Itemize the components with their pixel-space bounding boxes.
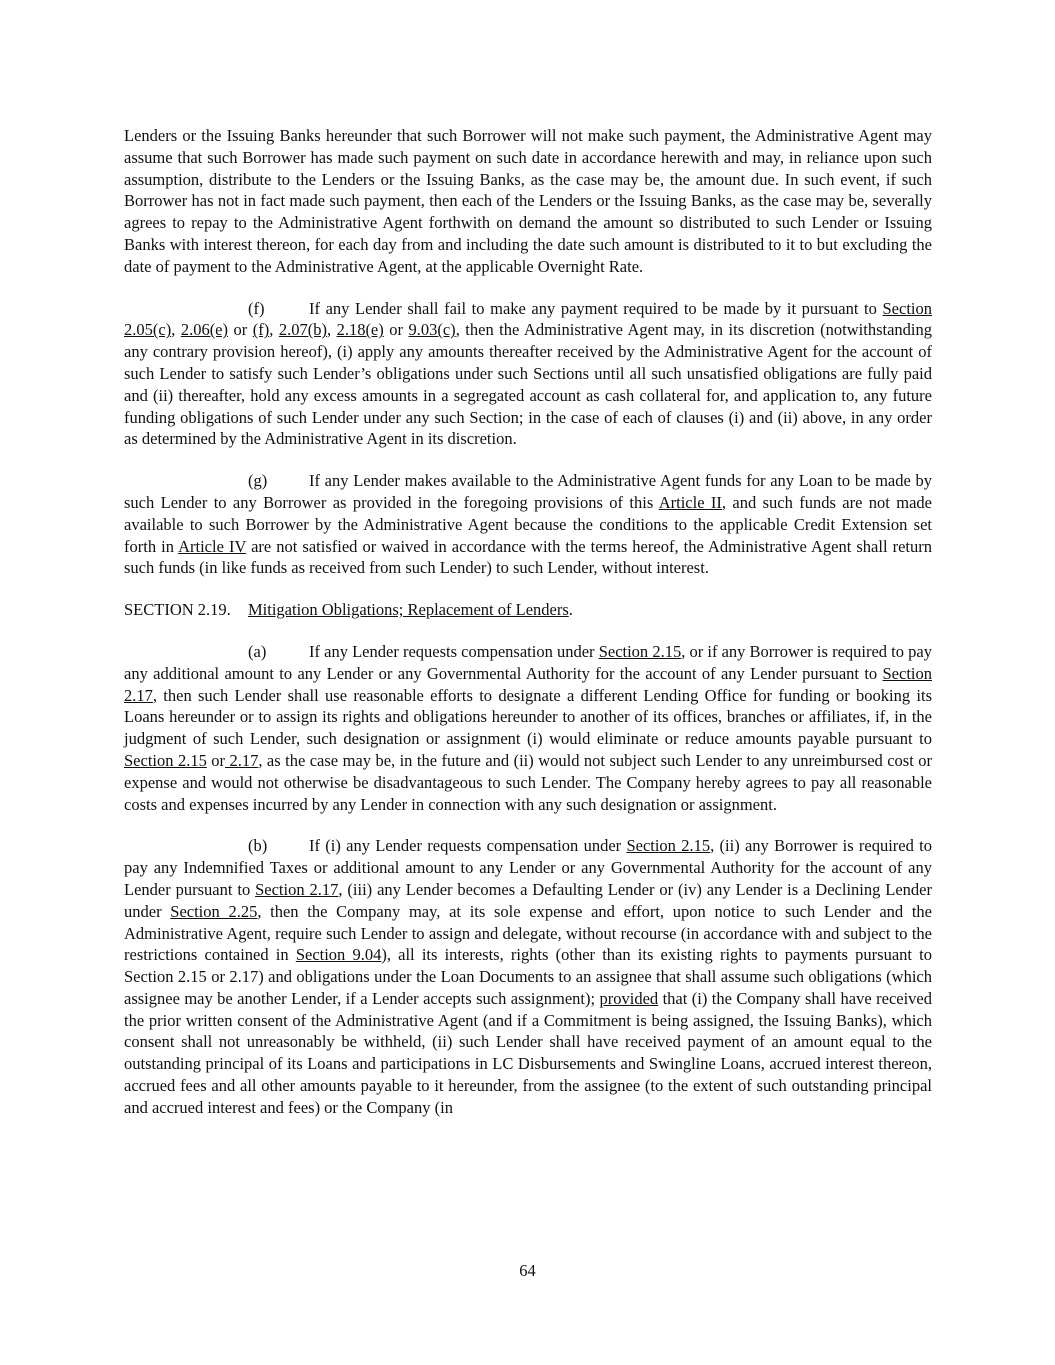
paragraph-f [124, 298, 932, 451]
clause-label: (f) [248, 298, 265, 318]
cross-reference: Section 2.15 [124, 750, 207, 770]
text: are not satisfied or waived in accordance with the terms hereof, the Administrative Agent shall return such funds (in like funds as received from such Lender) to such Lender, without interest. [124, 536, 932, 578]
cross-reference: 2.07(b) [278, 320, 327, 340]
section-title-period: . [568, 600, 573, 620]
section-title: Mitigation Obligations; Replacement of Lenders [248, 600, 569, 620]
text: , then such Lender shall use reasonable efforts to designate a different Lending Office for funding or booking its Loans hereunder or to assign its rights and obligations hereunder to another of its offices, branches or affiliates, if, in the judgment of such Lender, such designation or assignment (i) would eliminate or reduce amounts payable pursuant to [124, 685, 932, 749]
cross-reference: 2.06(e) [180, 320, 229, 340]
section-number: SECTION 2.19. [124, 600, 231, 620]
text: , then the Company may, at its sole expense and effort, upon notice to such Lender and the Administrative Agent, require such Lender to assign and delegate, without recourse (in accordance with and subject to the restrictions contained in [124, 901, 932, 965]
cross-reference: (f) [252, 320, 270, 340]
text: or [206, 750, 226, 770]
text: , [326, 320, 337, 340]
defined-term-provided: provided [599, 988, 659, 1008]
document-page [124, 125, 932, 1139]
cross-reference: Article II [658, 492, 722, 512]
text: , or if any Borrower is required to pay any additional amount to any Lender or any Governmental Authority for the account of any Lender pursuant to [124, 641, 932, 683]
cross-reference: 2.17 [225, 750, 259, 770]
cross-reference: Section 2.15 [626, 836, 711, 856]
text: ), all its interests, rights (other than its existing rights to payments pursuant to Section 2.15 or 2.17) and obligations under the Loan Documents to an assignee that shall assume such obligations (which assignee may be another Lender, if a Lender accepts such assignment); [124, 945, 932, 1008]
paragraph-a [124, 641, 932, 815]
text: If any Lender shall fail to make any payment required to be made by it pursuant to [309, 298, 883, 318]
paragraph-b [124, 835, 932, 1118]
text: or [383, 320, 409, 340]
clause-label: (g) [248, 471, 268, 491]
cross-reference: Section 2.25 [170, 901, 258, 921]
text: If (i) any Lender requests compensation under [309, 836, 627, 856]
text: , (ii) any Borrower is required to pay any Indemnified Taxes or additional amount to any Lender or any Governmental Authority for the account of any Lender pursuant to [124, 836, 933, 899]
text: If any Lender requests compensation under [309, 641, 599, 661]
text: , [171, 320, 181, 340]
cross-reference: Section 2.17 [255, 879, 339, 899]
section-heading [124, 599, 932, 621]
cross-reference: 9.03(c) [408, 320, 456, 340]
text: , (iii) any Lender becomes a Defaulting Lender or (iv) any Lender is a Declining Lender under [124, 879, 932, 921]
cross-reference: 2.18(e) [336, 320, 384, 340]
text: If any Lender makes available to the Administrative Agent funds for any Loan to be made by such Lender to any Borrower as provided in the foregoing provisions of this [124, 471, 932, 512]
cross-reference: Section 9.04 [295, 945, 382, 965]
paragraph-e-continuation: Lenders or the Issuing Banks hereunder that such Borrower will not make such payment, the Administrative Agent may assume that such Borrower has made such payment on such date in accordance herewith and may, in reliance upon such assumption, distribute to the Lenders or the Issuing Banks, as the case may be, the amount due. In such event, if such Borrower has not in fact made such payment, then each of the Lenders or the Issuing Banks, as the case may be, severally agrees to repay to the Administrative Agent forthwith on demand the amount so distributed to such Lender or Issuing Banks with interest thereon, for each day from and including the date such amount is distributed to it to but excluding the date of payment to the Administrative Agent, at the applicable Overnight Rate. [124, 126, 932, 276]
text: , and such funds are not made available to such Borrower by the Administrative Agent because the conditions to the applicable Credit Extension set forth in [124, 492, 932, 556]
text: that (i) the Company shall have received the prior written consent of the Administrative Agent (and if a Commitment is being assigned, the Issuing Banks), which consent shall not unreasonably be withheld, (ii) such Lender shall have received payment of an amount equal to the outstanding principal of its Loans and participations in LC Disbursements and Swingline Loans, accrued interest thereon, accrued fees and all other amounts payable to it hereunder, from the assignee (to the extent of such outstanding principal and accrued interest and fees) or the Company (in [124, 988, 932, 1117]
text: , [269, 320, 279, 340]
paragraph-g [124, 470, 932, 579]
cross-reference: Section 2.05(c) [124, 298, 932, 340]
clause-label: (b) [248, 836, 268, 856]
cross-reference: Article IV [178, 536, 247, 556]
cross-reference: Section 2.15 [598, 641, 682, 661]
cross-reference: Section 2.17 [124, 663, 932, 705]
page-number: 64 [519, 1261, 536, 1280]
clause-label: (a) [248, 641, 267, 661]
text: or [228, 320, 253, 340]
text: , as the case may be, in the future and (ii) would not subject such Lender to any unreimbursed cost or expense and would not otherwise be disadvantageous to such Lender. The Company hereby agrees to pay all reasonable costs and expenses incurred by any Lender in connection with any such designation or assignment. [124, 750, 933, 814]
text: , then the Administrative Agent may, in its discretion (notwithstanding any contrary provision hereof), (i) apply any amounts thereafter received by the Administrative Agent for the account of such Lender to satisfy such Lender’s obligations under such Sections until all such unsatisfied obligations are fully paid and (ii) thereafter, hold any excess amounts in a segregated account as cash collateral for, and application to, any future funding obligations of such Lender under any such Section; in the case of each of clauses (i) and (ii) above, in any order as determined by the Administrative Agent in its discretion. [124, 320, 932, 449]
